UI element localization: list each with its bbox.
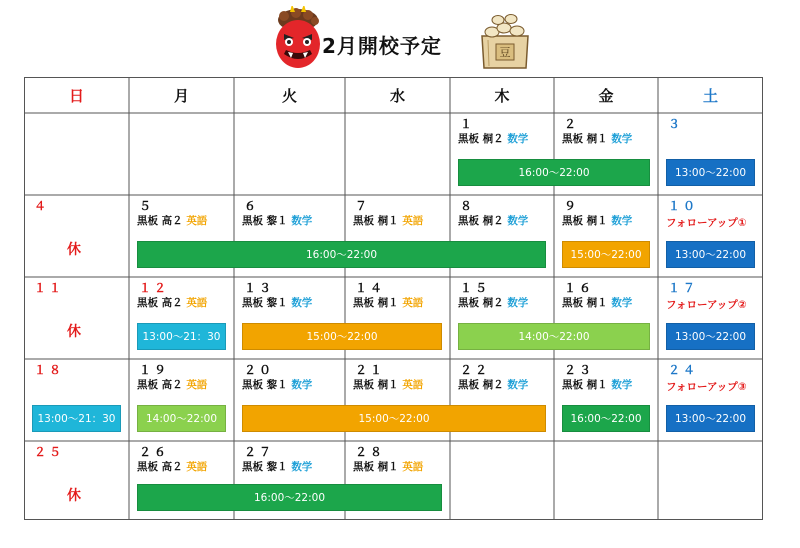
day-number: ７ [355,199,371,213]
board-label: 黒板 [242,297,263,309]
day-number: １２ [139,281,170,295]
class-info [242,213,312,228]
time-slot-bar[interactable]: 13:00～22:00 [666,241,755,268]
class-info [458,295,528,310]
class-info [242,459,312,474]
followup-label: フォローアップ② [666,299,747,311]
subject-label: 数学 [507,297,529,309]
teacher-label: 高２ [161,379,183,391]
board-label: 黒板 [458,215,479,227]
class-info [562,213,632,228]
teacher-label: 高２ [161,461,183,473]
time-slot-bar[interactable]: 14:00～22:00 [458,323,650,350]
subject-label: 英語 [402,461,424,473]
day-cell[interactable] [24,195,129,277]
time-slot-bar[interactable]: 14:00～22:00 [137,405,226,432]
class-info [562,295,632,310]
day-number: ２ [564,117,580,131]
day-number: ５ [139,199,155,213]
day-cell[interactable] [24,441,129,520]
subject-label: 英語 [186,297,208,309]
time-slot-bar[interactable]: 15:00～22:00 [562,241,650,268]
time-slot-bar[interactable]: 16:00～22:00 [137,484,442,511]
weekday-header: 水 [389,86,405,105]
teacher-label: 桐１ [377,297,399,309]
board-label: 黒板 [458,133,479,145]
teacher-label: 桐１ [586,297,608,309]
class-info [458,131,528,146]
day-number: １７ [668,281,699,295]
class-info [353,377,423,392]
teacher-label: 黎１ [266,379,288,391]
subject-label: 数学 [611,133,633,145]
subject-label: 数学 [611,215,633,227]
subject-label: 英語 [186,379,208,391]
day-number: １ [460,117,476,131]
time-slot-bar[interactable]: 13:00～21：30 [137,323,226,350]
teacher-label: 桐１ [586,379,608,391]
board-label: 黒板 [562,379,583,391]
teacher-label: 桐２ [482,297,504,309]
bean-masu-icon [474,10,536,70]
day-number: １０ [668,199,699,213]
day-number: ２２ [460,363,491,377]
day-number: ９ [564,199,580,213]
teacher-label: 桐１ [377,461,399,473]
weekday-header: 火 [281,86,297,105]
subject-label: 数学 [291,461,313,473]
time-slot-bar[interactable]: 13:00～21：30 [32,405,121,432]
subject-label: 数学 [291,379,313,391]
class-info [137,295,207,310]
holiday-label: 休 [67,324,81,340]
board-label: 黒板 [137,297,158,309]
class-info [137,213,207,228]
subject-label: 数学 [611,379,633,391]
board-label: 黒板 [562,215,583,227]
calendar-grid [24,77,763,520]
class-info [353,295,423,310]
holiday-label: 休 [67,242,81,258]
teacher-label: 桐１ [377,379,399,391]
subject-label: 数学 [611,297,633,309]
board-label: 黒板 [562,133,583,145]
class-info [458,213,528,228]
weekday-header: 月 [173,86,189,105]
day-number: ３ [668,117,684,131]
teacher-label: 桐２ [482,133,504,145]
day-number: ４ [34,199,50,213]
header [0,0,800,76]
class-info [137,459,207,474]
teacher-label: 高２ [161,215,183,227]
class-info [458,377,528,392]
weekday-header: 木 [494,86,510,105]
board-label: 黒板 [353,297,374,309]
board-label: 黒板 [353,379,374,391]
board-label: 黒板 [353,461,374,473]
weekday-header: 日 [68,86,84,105]
weekday-header: 土 [702,86,718,105]
time-slot-bar[interactable]: 13:00～22:00 [666,405,755,432]
class-info [562,131,632,146]
subject-label: 数学 [507,133,529,145]
day-number: ６ [244,199,260,213]
board-label: 黒板 [242,461,263,473]
day-number: ２３ [564,363,595,377]
holiday-label: 休 [67,488,81,504]
time-slot-bar[interactable]: 13:00～22:00 [666,159,755,186]
day-number: ２７ [244,445,275,459]
teacher-label: 桐１ [586,133,608,145]
day-cell[interactable] [24,277,129,359]
svg-text:豆: 豆 [499,46,511,59]
day-number: １６ [564,281,595,295]
board-label: 黒板 [137,379,158,391]
time-slot-bar[interactable]: 16:00～22:00 [137,241,546,268]
subject-label: 英語 [402,215,424,227]
red-oni-icon [270,6,326,70]
board-label: 黒板 [353,215,374,227]
subject-label: 数学 [507,379,529,391]
subject-label: 英語 [186,215,208,227]
followup-label: フォローアップ③ [666,381,747,393]
day-number: １３ [244,281,275,295]
board-label: 黒板 [458,379,479,391]
board-label: 黒板 [242,379,263,391]
teacher-label: 黎１ [266,215,288,227]
followup-label: フォローアップ① [666,217,747,229]
teacher-label: 桐１ [586,215,608,227]
day-number: ２８ [355,445,386,459]
subject-label: 数学 [291,297,313,309]
time-slot-bar[interactable]: 15:00～22:00 [242,405,546,432]
teacher-label: 桐２ [482,379,504,391]
subject-label: 英語 [402,379,424,391]
time-slot-bar[interactable]: 16:00～22:00 [458,159,650,186]
day-number: １９ [139,363,170,377]
teacher-label: 黎１ [266,461,288,473]
class-info [242,377,312,392]
subject-label: 数学 [507,215,529,227]
board-label: 黒板 [242,215,263,227]
day-number: ２４ [668,363,699,377]
weekday-header: 金 [598,86,614,105]
day-number: １１ [34,281,65,295]
day-number: １４ [355,281,386,295]
day-number: １５ [460,281,491,295]
time-slot-bar[interactable]: 16:00～22:00 [562,405,650,432]
board-label: 黒板 [458,297,479,309]
class-info [137,377,207,392]
time-slot-bar[interactable]: 13:00～22:00 [666,323,755,350]
class-info [242,295,312,310]
day-number: ２６ [139,445,170,459]
class-info [562,377,632,392]
board-label: 黒板 [137,461,158,473]
time-slot-bar[interactable]: 15:00～22:00 [242,323,442,350]
subject-label: 英語 [402,297,424,309]
day-number: ２１ [355,363,386,377]
day-number: ２０ [244,363,275,377]
class-info [353,213,423,228]
teacher-label: 桐１ [377,215,399,227]
class-info [353,459,423,474]
day-number: １８ [34,363,65,377]
subject-label: 英語 [186,461,208,473]
teacher-label: 高２ [161,297,183,309]
board-label: 黒板 [137,215,158,227]
teacher-label: 桐２ [482,215,504,227]
day-number: ２５ [34,445,65,459]
page-title: 2月開校予定 [322,34,442,58]
teacher-label: 黎１ [266,297,288,309]
day-number: ８ [460,199,476,213]
subject-label: 数学 [291,215,313,227]
board-label: 黒板 [562,297,583,309]
